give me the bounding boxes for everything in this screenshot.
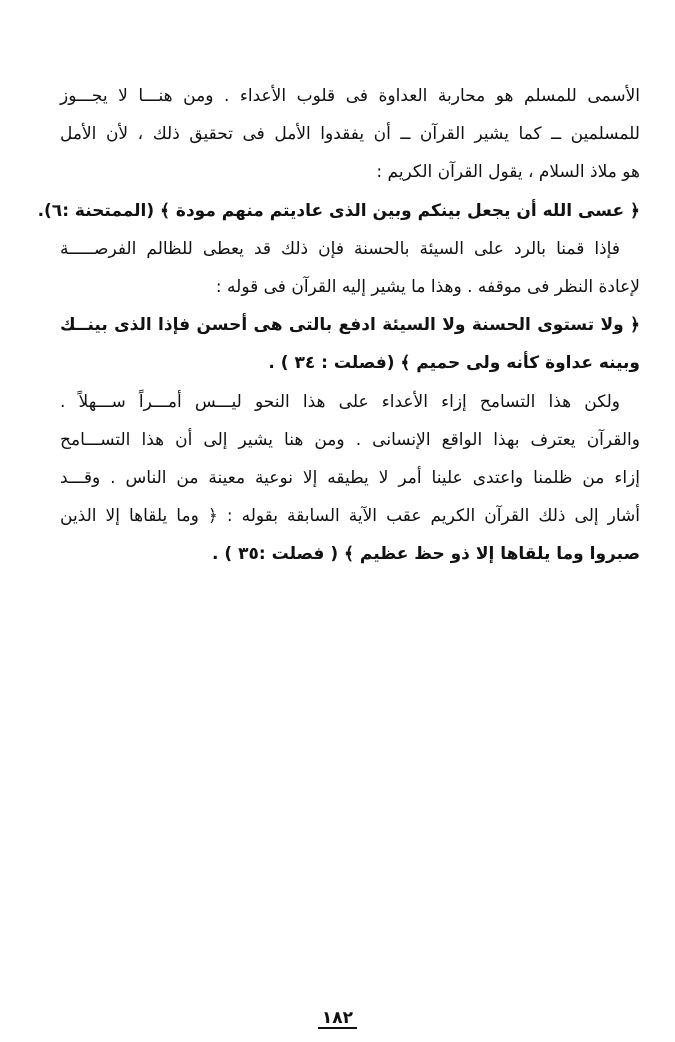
text-line-1: الأسمى للمسلم هو محاربة العداوة فى قلوب الأعداء . ومن هنـــا لا يجـــوز: [60, 86, 640, 106]
body-text: [37, 77, 640, 574]
text-line-12: أشار إلى ذلك القرآن الكريم عقب الآية السابقة بقوله : ﴿ وما يلقاها إلا الذين: [60, 506, 640, 527]
text-line-11: إزاء من ظلمنا واعتدى علينا أمر لا يطيقه إلا نوعية معينة من الناس . وقـــد: [60, 468, 640, 489]
quran-verse-line-4: صبروا وما يلقاها إلا ذو حظ عظيم ﴾ ( فصلت :٣٥ ) .: [212, 544, 640, 565]
text-line-3: هو ملاذ السلام ، يقول القرآن الكريم :: [376, 162, 640, 183]
text-line-10: والقرآن يعترف بهذا الواقع الإنسانى . ومن هنا يشير إلى أن هذا التســـامح: [60, 429, 640, 450]
quran-verse-line-1: ﴿ عسى الله أن يجعل بينكم وبين الذى عاديتم منهم مودة ﴾ (الممتحنة :٦).: [37, 200, 640, 221]
quran-verse-line-3: وبينه عداوة كأنه ولى حميم ﴾ (فصلت : ٣٤ ) .: [268, 353, 640, 374]
page-number: ١٨٢: [318, 1009, 357, 1029]
text-line-6: لإعادة النظر فى موقفه . وهذا ما يشير إليه القرآن فى قوله :: [215, 277, 640, 298]
quran-verse-line-2: ﴿ ولا تستوى الحسنة ولا السيئة ادفع بالتى هى أحسن فإذا الذى بينــك: [60, 315, 640, 336]
text-line-5: فإذا قمنا بالرد على السيئة بالحسنة فإن ذلك قد يعطى للظالم الفرصـــــة: [60, 238, 620, 259]
text-line-9: ولكن هذا التسامح إزاء الأعداء على هذا النحو ليـــس أمـــراً ســـهلاً .: [60, 391, 620, 412]
page-number-footer: [0, 1008, 675, 1029]
text-line-2: للمسلمين ــ كما يشير القرآن ــ أن يفقدوا الأمل فى تحقيق ذلك ، لأن الأمل: [60, 124, 640, 145]
